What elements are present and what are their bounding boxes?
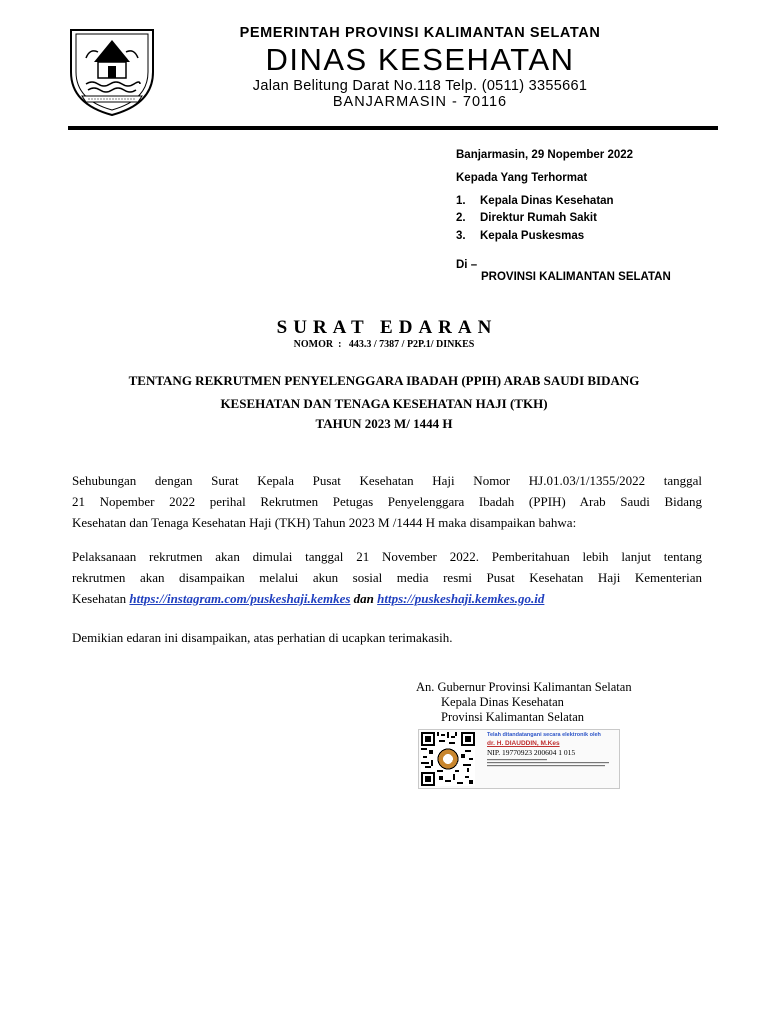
signer-nip: NIP. 19770923 200604 1 015 (487, 748, 576, 757)
recipient-greeting: Kepada Yang Terhormat (456, 172, 588, 184)
paragraph-line: Pelaksanaan rekrutmen akan dimulai tanggal 21 November 2022. Pemberitahuan lebih lanjut tentang (72, 549, 702, 564)
recipient-destination: PROVINSI KALIMANTAN SELATAN (481, 271, 671, 283)
department-city: BANJARMASIN - 70116 (332, 94, 508, 110)
paragraph-line: Kesehatan dan Tenaga Kesehatan Haji (TKH) Tahun 2023 M /1444 H maka disampaikan bahwa: (72, 515, 577, 530)
website-link[interactable]: https://puskeshaji.kemkes.go.id (377, 591, 545, 606)
connector-text: dan (350, 591, 378, 606)
recipient-item (456, 230, 584, 242)
recipient-item (456, 212, 597, 224)
letter-title: SURAT EDARAN (276, 317, 498, 338)
subject-line: TENTANG REKRUTMEN PENYELENGGARA IBADAH (PPIH) ARAB SAUDI BIDANG (128, 373, 640, 388)
recipient-item-label: Kepala Dinas Kesehatan (480, 195, 614, 207)
provincial-coat-of-arms-icon (68, 22, 156, 118)
signature-line-3: Provinsi Kalimantan Selatan (441, 710, 585, 724)
recipient-item-number: 2. (456, 212, 466, 224)
department-name: DINAS KESEHATAN (265, 42, 575, 77)
signature-line-2: Kepala Dinas Kesehatan (441, 695, 564, 709)
signature-line-1: An. Gubernur Provinsi Kalimantan Selatan (416, 680, 632, 694)
paragraph-line-links (72, 588, 702, 609)
instagram-link[interactable]: https://instagram.com/puskeshaji.kemkes (129, 591, 351, 606)
letterhead-divider (68, 126, 718, 130)
recipient-item-number: 3. (456, 230, 466, 242)
paragraph-line: Sehubungan dengan Surat Kepala Pusat Kesehatan Haji Nomor HJ.01.03/1/1355/2022 tanggal (72, 473, 702, 488)
government-name: PEMERINTAH PROVINSI KALIMANTAN SELATAN (239, 25, 601, 41)
qr-code-icon (421, 732, 475, 786)
paragraph-line: 21 Nopember 2022 perihal Rekrutmen Petugas Penyelenggara Ibadah (PPIH) Arab Saudi Bidang (72, 494, 702, 509)
paragraph-line: rekrutmen akan disampaikan melalui akun sosial media resmi Pusat Kesehatan Haji Kementerian (72, 570, 702, 585)
recipient-item-number: 1. (456, 195, 466, 207)
letter-date: Banjarmasin, 29 Nopember 2022 (456, 149, 634, 161)
department-address: Jalan Belitung Darat No.118 Telp. (0511) 3355661 (252, 78, 588, 94)
paragraph-text: Kesehatan (72, 591, 130, 606)
electronic-signature-info (487, 732, 617, 771)
body-paragraph-intro (72, 470, 702, 533)
recipient-item (456, 195, 614, 207)
subject-line: KESEHATAN DAN TENAGA KESEHATAN HAJI (TKH) (220, 396, 548, 411)
recipient-di: Di – (456, 259, 478, 271)
electronic-signature-box (418, 729, 620, 789)
letter-number: NOMOR : 443.3 / 7387 / P2P.1/ DINKES (293, 339, 475, 350)
esign-fine-print (487, 759, 617, 771)
signer-name: dr. H. DIAUDDIN, M.Kes (487, 740, 560, 747)
subject-line: TAHUN 2023 M/ 1444 H (315, 416, 453, 431)
esign-heading: Telah ditandatangani secara elektronik oleh (487, 732, 601, 738)
closing-statement: Demikian edaran ini disampaikan, atas perhatian di ucapkan terimakasih. (72, 630, 453, 645)
body-paragraph-announcement (72, 546, 702, 609)
recipient-item-label: Direktur Rumah Sakit (480, 212, 597, 224)
recipient-item-label: Kepala Puskesmas (480, 230, 585, 242)
